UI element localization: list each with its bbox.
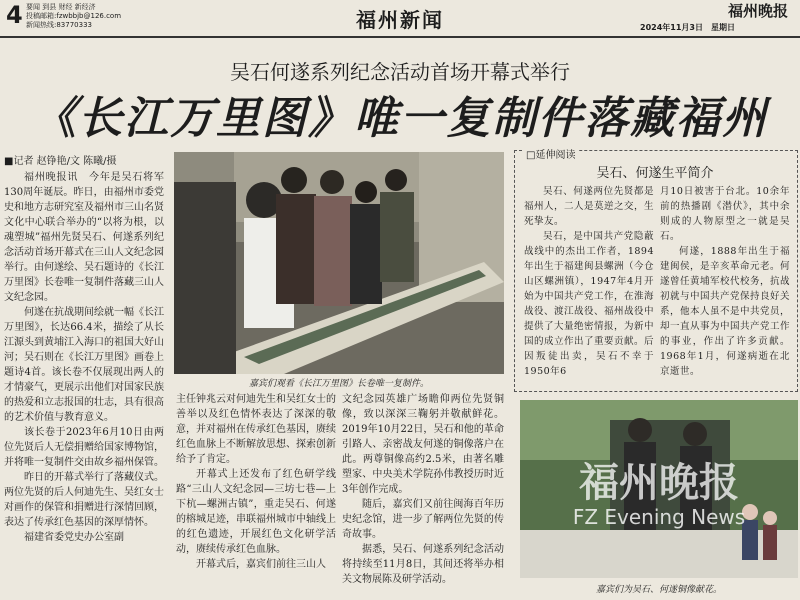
tag-label: 延伸阅读 xyxy=(535,150,576,161)
photo-caption: 嘉宾们为吴石、何遂铜像献花。 xyxy=(595,585,722,595)
info-line: 投稿邮箱:fzwbbjb@126.com xyxy=(26,12,122,20)
photo-scene xyxy=(174,152,504,374)
sidebar-column-2 xyxy=(660,184,790,384)
paragraph: 福建省委党史办公室副 xyxy=(24,532,124,543)
photo-caption: 嘉宾们观看《长江万里图》长卷唯一复制件。 xyxy=(248,379,429,389)
paragraph: 何遂，1888年出生于福建闽侯，是辛亥革命元老。何遂曾任黄埔军校代校务，抗战初就与中国共产党保持良好关系，他本人虽不是中共党员，却一直从事为中国共产党工作的事业，作出了许多贡献。1968年1月，何遂病逝在北京逝世。 xyxy=(660,246,790,377)
paragraph: 该长卷于2023年6月10日由两位先贤后人无偿捐赠给国家博物馆，并将唯一复制件交由故乡福州保管。 xyxy=(4,427,164,468)
statue-photo xyxy=(520,400,798,578)
article-column-2 xyxy=(176,392,336,598)
paragraph: 吴石、何遂两位先贤都是福州人，二人是莫逆之交，生死挚友。 xyxy=(524,186,654,227)
photo-scene xyxy=(520,400,798,578)
paragraph: 开幕式后，嘉宾们前往三山人 xyxy=(196,559,326,570)
sidebar-title: 吴石、何遂生平简介 xyxy=(596,166,714,181)
article-subtitle: 吴石何遂系列纪念活动首场开幕式举行 xyxy=(230,60,570,84)
extended-reading-tag: □延伸阅读 xyxy=(522,146,579,161)
paragraph: 吴石，是中国共产党隐蔽战线中的杰出工作者，1894年出生于福建闽县螺洲（今仓山区螺洲镇），1947年4月开始为中国共产党工作，在淮海战役、渡江战役、福州战役中提供了大量绝密情报，为新中国的成立作出了重要贡献。后因叛徒出卖，吴石不幸于1950年6 xyxy=(524,231,654,377)
paragraph: 开幕式上还发布了红色研学线路“三山人文纪念园—三坊七巷—上下杭—螺洲古镇”，重走吴石、何遂的榕城足迹，串联福州城市中轴线上的红色遗迹，开展红色文化研学活动，赓续传承红色血脉。 xyxy=(176,469,336,555)
info-line: 要闻 到县 财经 新经济 xyxy=(26,3,96,11)
event-photo xyxy=(174,152,504,374)
paragraph: 何遂在抗战期间绘就一幅《长江万里图》，长达66.4米，描绘了从长江源头到黄埔江入海口的祖国大好山河；吴石则在《长江万里图》画卷上题诗4首。该长卷不仅展现出两人的才情豪气，更展示出他们对国家民族的热爱和立志报国的壮志，具有很高的艺术价值与教育意义。 xyxy=(4,307,164,423)
reporter-byline: ■记者 赵铮艳/文 陈曦/摄 xyxy=(4,156,117,167)
info-line: 新闻热线:83770333 xyxy=(26,21,92,29)
paragraph: 随后，嘉宾们又前往闽海百年历史纪念馆，进一步了解两位先贤的传奇故事。 xyxy=(342,499,504,540)
paragraph: 文纪念园英雄广场瞻仰两位先贤铜像，致以深深三鞠躬并敬献鲜花。2019年10月22日，吴石和他的革命引路人、亲密战友何遂的铜像落户在此。两尊铜像高约2.5米，由著名雕塑家、中央美术学院孙伟教授历时近3年创作完成。 xyxy=(342,394,504,495)
sidebar-column-1 xyxy=(524,184,654,384)
paragraph: 昨日的开幕式举行了落藏仪式。两位先贤的后人何迪先生、吴红女士对画作的保管和捐赠进行深情回顾，表达了传承红色基因的深厚情怀。 xyxy=(4,472,164,528)
issue-date: 2024年11月3日 星期日 xyxy=(640,23,735,32)
paragraph: 主任钟兆云对何迪先生和吴红女士的善举以及红色情怀表达了深深的敬意，并对福州在传承红色基因，赓续红色血脉上不断解放思想、探索创新给予了肯定。 xyxy=(176,394,336,465)
paragraph: 据悉，吴石、何遂系列纪念活动将持续至11月8日，其间还将举办相关文物展陈及研学活动。 xyxy=(342,544,504,585)
article-column-3 xyxy=(342,392,504,598)
paragraph: 月10日被害于台北。10余年前的热播剧《潜伏》，其中余则成的人物原型之一就是吴石。 xyxy=(660,186,790,242)
watermark-en: FZ Evening News xyxy=(572,505,746,529)
section-title: 福州新闻 xyxy=(356,8,444,32)
newspaper-brand: 福州晚报 xyxy=(728,2,789,20)
watermark-cn: 福州晚报 xyxy=(579,459,739,506)
article-title: 《长江万里图》唯一复制件落藏福州 xyxy=(32,93,768,144)
article-column-1 xyxy=(4,170,164,598)
page-number: 4 xyxy=(6,1,23,29)
paragraph: 福州晚报讯 今年是吴石将军130周年诞辰。昨日，由福州市委党史和地方志研究室及福州市三山名贤文化中心联合举办的“以将为根，以魂塑城”福州先贤吴石、何遂系列纪念活动首场开幕式在三山人文纪念园举行。由何遂绘、吴石题诗的《长江万里图》长卷唯一复制件落藏三山人文纪念园。 xyxy=(4,172,164,303)
